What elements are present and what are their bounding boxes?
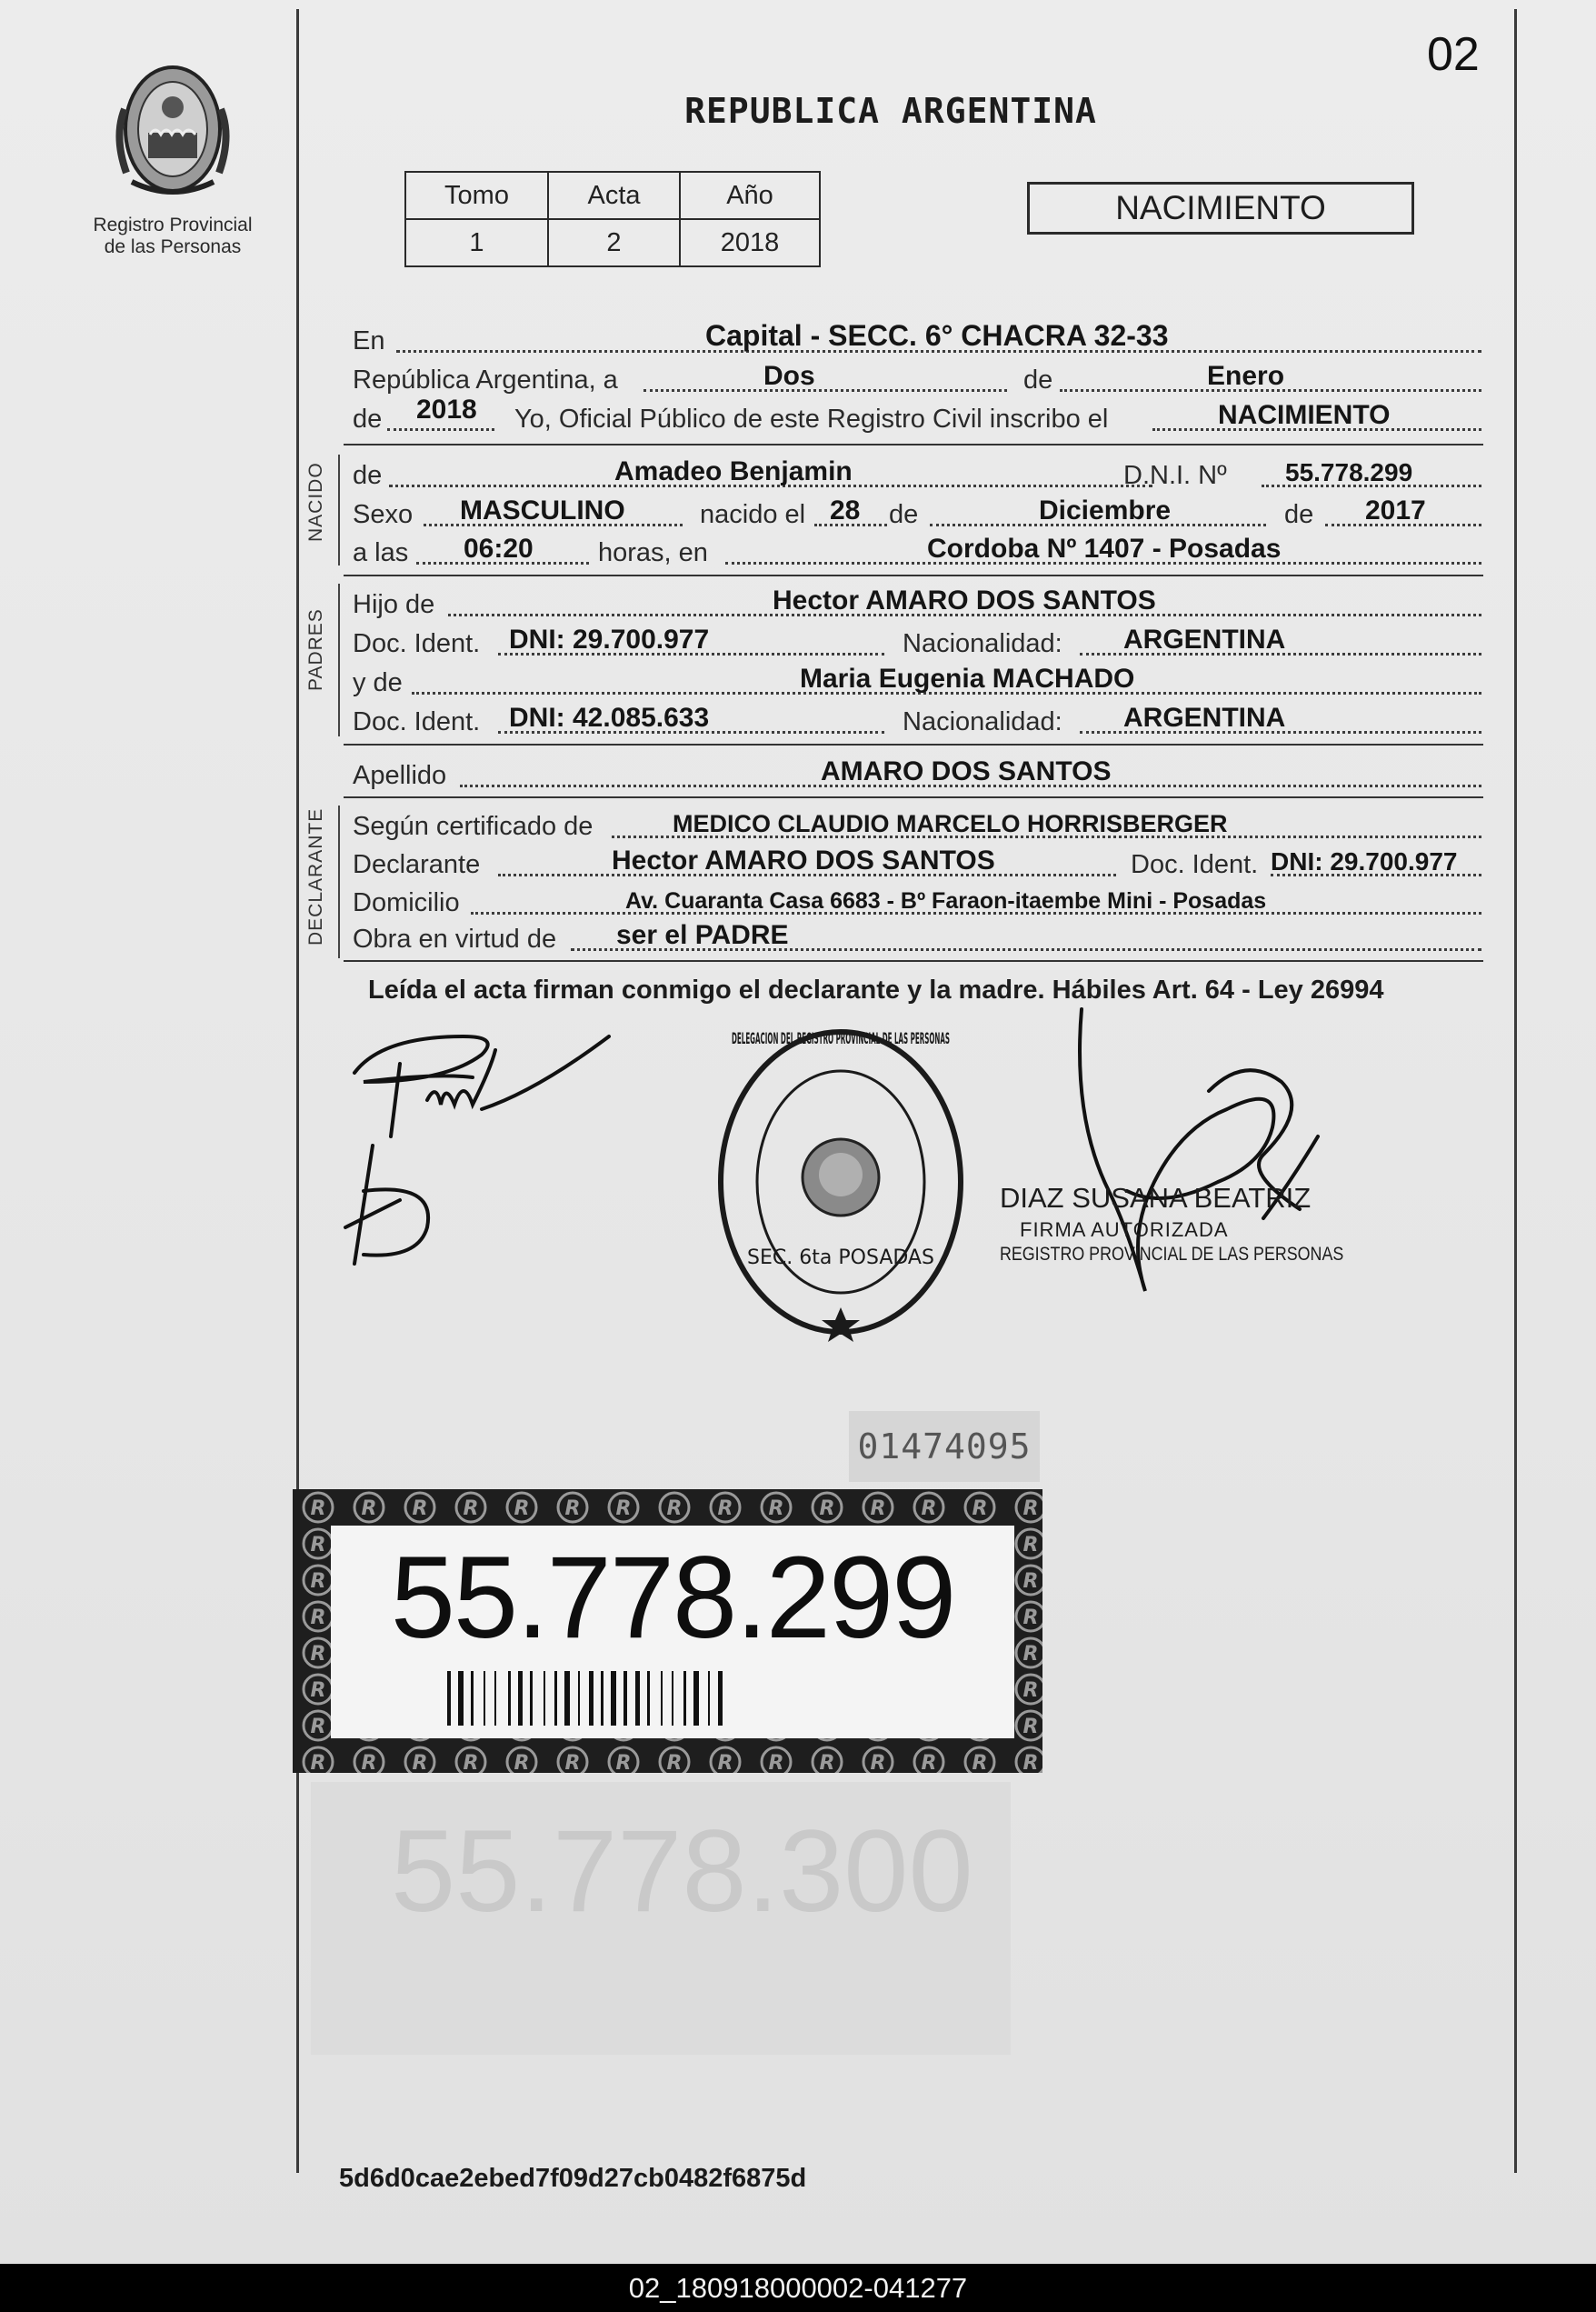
obra-row: [353, 918, 1483, 955]
nacido-section-bar: [338, 455, 340, 565]
statement-text: Yo, Oficial Público de este Registro Civil inscribo el: [514, 405, 1109, 434]
hijo-de-row: [353, 584, 1483, 620]
month-value: Enero: [1207, 361, 1285, 391]
left-border-line: [296, 9, 299, 2173]
padres-section-label: PADRES: [305, 608, 326, 691]
right-border-line: [1514, 9, 1517, 2173]
acta-header: Acta: [548, 172, 680, 219]
registry-header-row: [405, 172, 820, 219]
domicilio-row: [353, 882, 1483, 918]
doc-ident-label: Doc. Ident.: [353, 707, 481, 736]
dni-barcode-label: [293, 1489, 1042, 1773]
serial-number: 01474095: [849, 1411, 1040, 1482]
declarante-section-label: DECLARANTE: [305, 807, 326, 946]
doc-ident-label: Doc. Ident.: [353, 629, 481, 658]
certificado-label: Según certificado de: [353, 812, 594, 841]
birth-time: 06:20: [464, 534, 534, 564]
en-label: En: [353, 326, 385, 355]
year-row: [353, 395, 1483, 435]
apellido-value: AMARO DOS SANTOS: [821, 756, 1112, 786]
section-divider: [344, 796, 1483, 798]
sexo-row: [353, 494, 1483, 530]
dotted-line: [643, 389, 1007, 392]
father-doc: DNI: 29.700.977: [509, 625, 710, 655]
child-dni: 55.778.299: [1285, 458, 1413, 486]
republica-row: [353, 359, 1483, 395]
domicilio-value: Av. Cuaranta Casa 6683 - Bº Faraon-itaembe Mini - Posadas: [625, 888, 1267, 914]
de2-label: de: [353, 405, 383, 434]
nacionalidad-label: Nacionalidad:: [903, 629, 1062, 658]
obra-value: ser el PADRE: [616, 920, 789, 950]
dni-label-inner: [331, 1526, 1014, 1738]
inscribe-value: NACIMIENTO: [1218, 400, 1391, 430]
mother-signature-icon: [336, 1136, 454, 1273]
closing-statement: Leída el acta firman conmigo el declarante y la madre. Hábiles Art. 64 - Ley 26994: [368, 976, 1384, 1005]
birth-month: Diciembre: [1039, 495, 1172, 525]
hora-row: [353, 532, 1483, 568]
de-label: de: [1284, 500, 1314, 529]
nacido-name-row: [353, 455, 1483, 491]
tomo-value: 1: [405, 219, 548, 266]
stamp-ring-text: DELEGACION DEL REGISTRO PROVINCIAL DE LAS PERSONAS: [732, 1030, 950, 1048]
document-title: REPUBLICA ARGENTINA: [684, 91, 1097, 131]
declarante-row: [353, 844, 1483, 880]
sexo-label: Sexo: [353, 500, 414, 529]
nacido-el-label: nacido el: [700, 500, 806, 529]
y-de-row: [353, 662, 1483, 698]
apellido-label: Apellido: [353, 761, 447, 790]
year-value: 2018: [416, 395, 477, 425]
dni-large-number: 55.778.299: [390, 1533, 955, 1663]
nacido-section-label: NACIDO: [305, 462, 326, 542]
section-divider: [344, 444, 1483, 445]
obra-label: Obra en virtud de: [353, 925, 557, 954]
nacionalidad-label: Nacionalidad:: [903, 707, 1062, 736]
acta-value: 2: [548, 219, 680, 266]
horas-en-label: horas, en: [598, 538, 708, 567]
a-las-label: a las: [353, 538, 409, 567]
declarant-signature-icon: [345, 1009, 609, 1146]
official-role: FIRMA AUTORIZADA: [1020, 1218, 1229, 1241]
sexo-value: MASCULINO: [460, 495, 625, 525]
dotted-line: [387, 428, 494, 431]
mother-doc: DNI: 42.085.633: [509, 703, 710, 733]
de-label: de: [353, 461, 383, 490]
father-nationality: ARGENTINA: [1123, 625, 1286, 655]
page-number: 02: [1427, 28, 1480, 81]
record-type-box: NACIMIENTO: [1027, 182, 1414, 235]
mother-name: Maria Eugenia MACHADO: [800, 664, 1135, 694]
father-doc-row: [353, 623, 1483, 659]
certificado-row: [353, 806, 1483, 842]
province-logo: [91, 55, 254, 258]
mother-doc-row: [353, 701, 1483, 737]
y-de-label: y de: [353, 668, 403, 697]
declarante-section-bar: [338, 806, 340, 958]
day-value: Dos: [763, 361, 815, 391]
footer-filename: 02_180918000002-041277: [0, 2264, 1596, 2312]
declarante-value: Hector AMARO DOS SANTOS: [612, 846, 995, 876]
logo-caption: [91, 215, 254, 258]
section-divider: [344, 575, 1483, 576]
domicilio-label: Domicilio: [353, 888, 460, 917]
de-label: de: [889, 500, 919, 529]
certificado-value: MEDICO CLAUDIO MARCELO HORRISBERGER: [673, 810, 1228, 837]
registry-value-row: [405, 219, 820, 266]
section-divider: [344, 960, 1483, 962]
tomo-header: Tomo: [405, 172, 548, 219]
logo-caption-line1: Registro Provincial: [93, 215, 253, 235]
en-row: [353, 320, 1483, 356]
dni-label: D.N.I. Nº: [1123, 461, 1227, 490]
apellido-row: [353, 755, 1483, 791]
mother-nationality: ARGENTINA: [1123, 703, 1286, 733]
official-org: REGISTRO PROVINCIAL DE LAS PERSONAS: [1000, 1244, 1344, 1265]
father-name: Hector AMARO DOS SANTOS: [773, 586, 1156, 616]
birth-day: 28: [830, 495, 861, 525]
declarante-doc: DNI: 29.700.977: [1271, 847, 1458, 876]
child-name: Amadeo Benjamin: [614, 456, 853, 486]
document-hash: 5d6d0cae2ebed7f09d27cb0482f6875d: [339, 2164, 807, 2193]
de-label: de: [1023, 365, 1053, 395]
anio-value: 2018: [680, 219, 820, 266]
anio-header: Año: [680, 172, 820, 219]
stamp-inner-text: SEC. 6ta POSADAS: [747, 1246, 934, 1269]
official-stamp-icon: [709, 1018, 973, 1346]
en-value: Capital - SECC. 6° CHACRA 32-33: [705, 319, 1169, 352]
misiones-seal-icon: [105, 55, 241, 209]
declarante-label: Declarante: [353, 850, 481, 879]
section-divider: [344, 744, 1483, 746]
registry-table: [404, 171, 821, 267]
birth-place: Cordoba Nº 1407 - Posadas: [927, 534, 1282, 564]
republica-label: República Argentina, a: [353, 365, 618, 395]
official-name: DIAZ SUSANA BEATRIZ: [1000, 1182, 1312, 1214]
birth-year: 2017: [1365, 495, 1426, 525]
barcode-icon: [447, 1671, 902, 1726]
ghost-number: 55.778.300: [391, 1807, 973, 1937]
doc-ident-label: Doc. Ident.: [1131, 850, 1259, 879]
padres-section-bar: [338, 584, 340, 736]
hijo-de-label: Hijo de: [353, 590, 435, 619]
logo-caption-line2: de las Personas: [104, 236, 242, 257]
